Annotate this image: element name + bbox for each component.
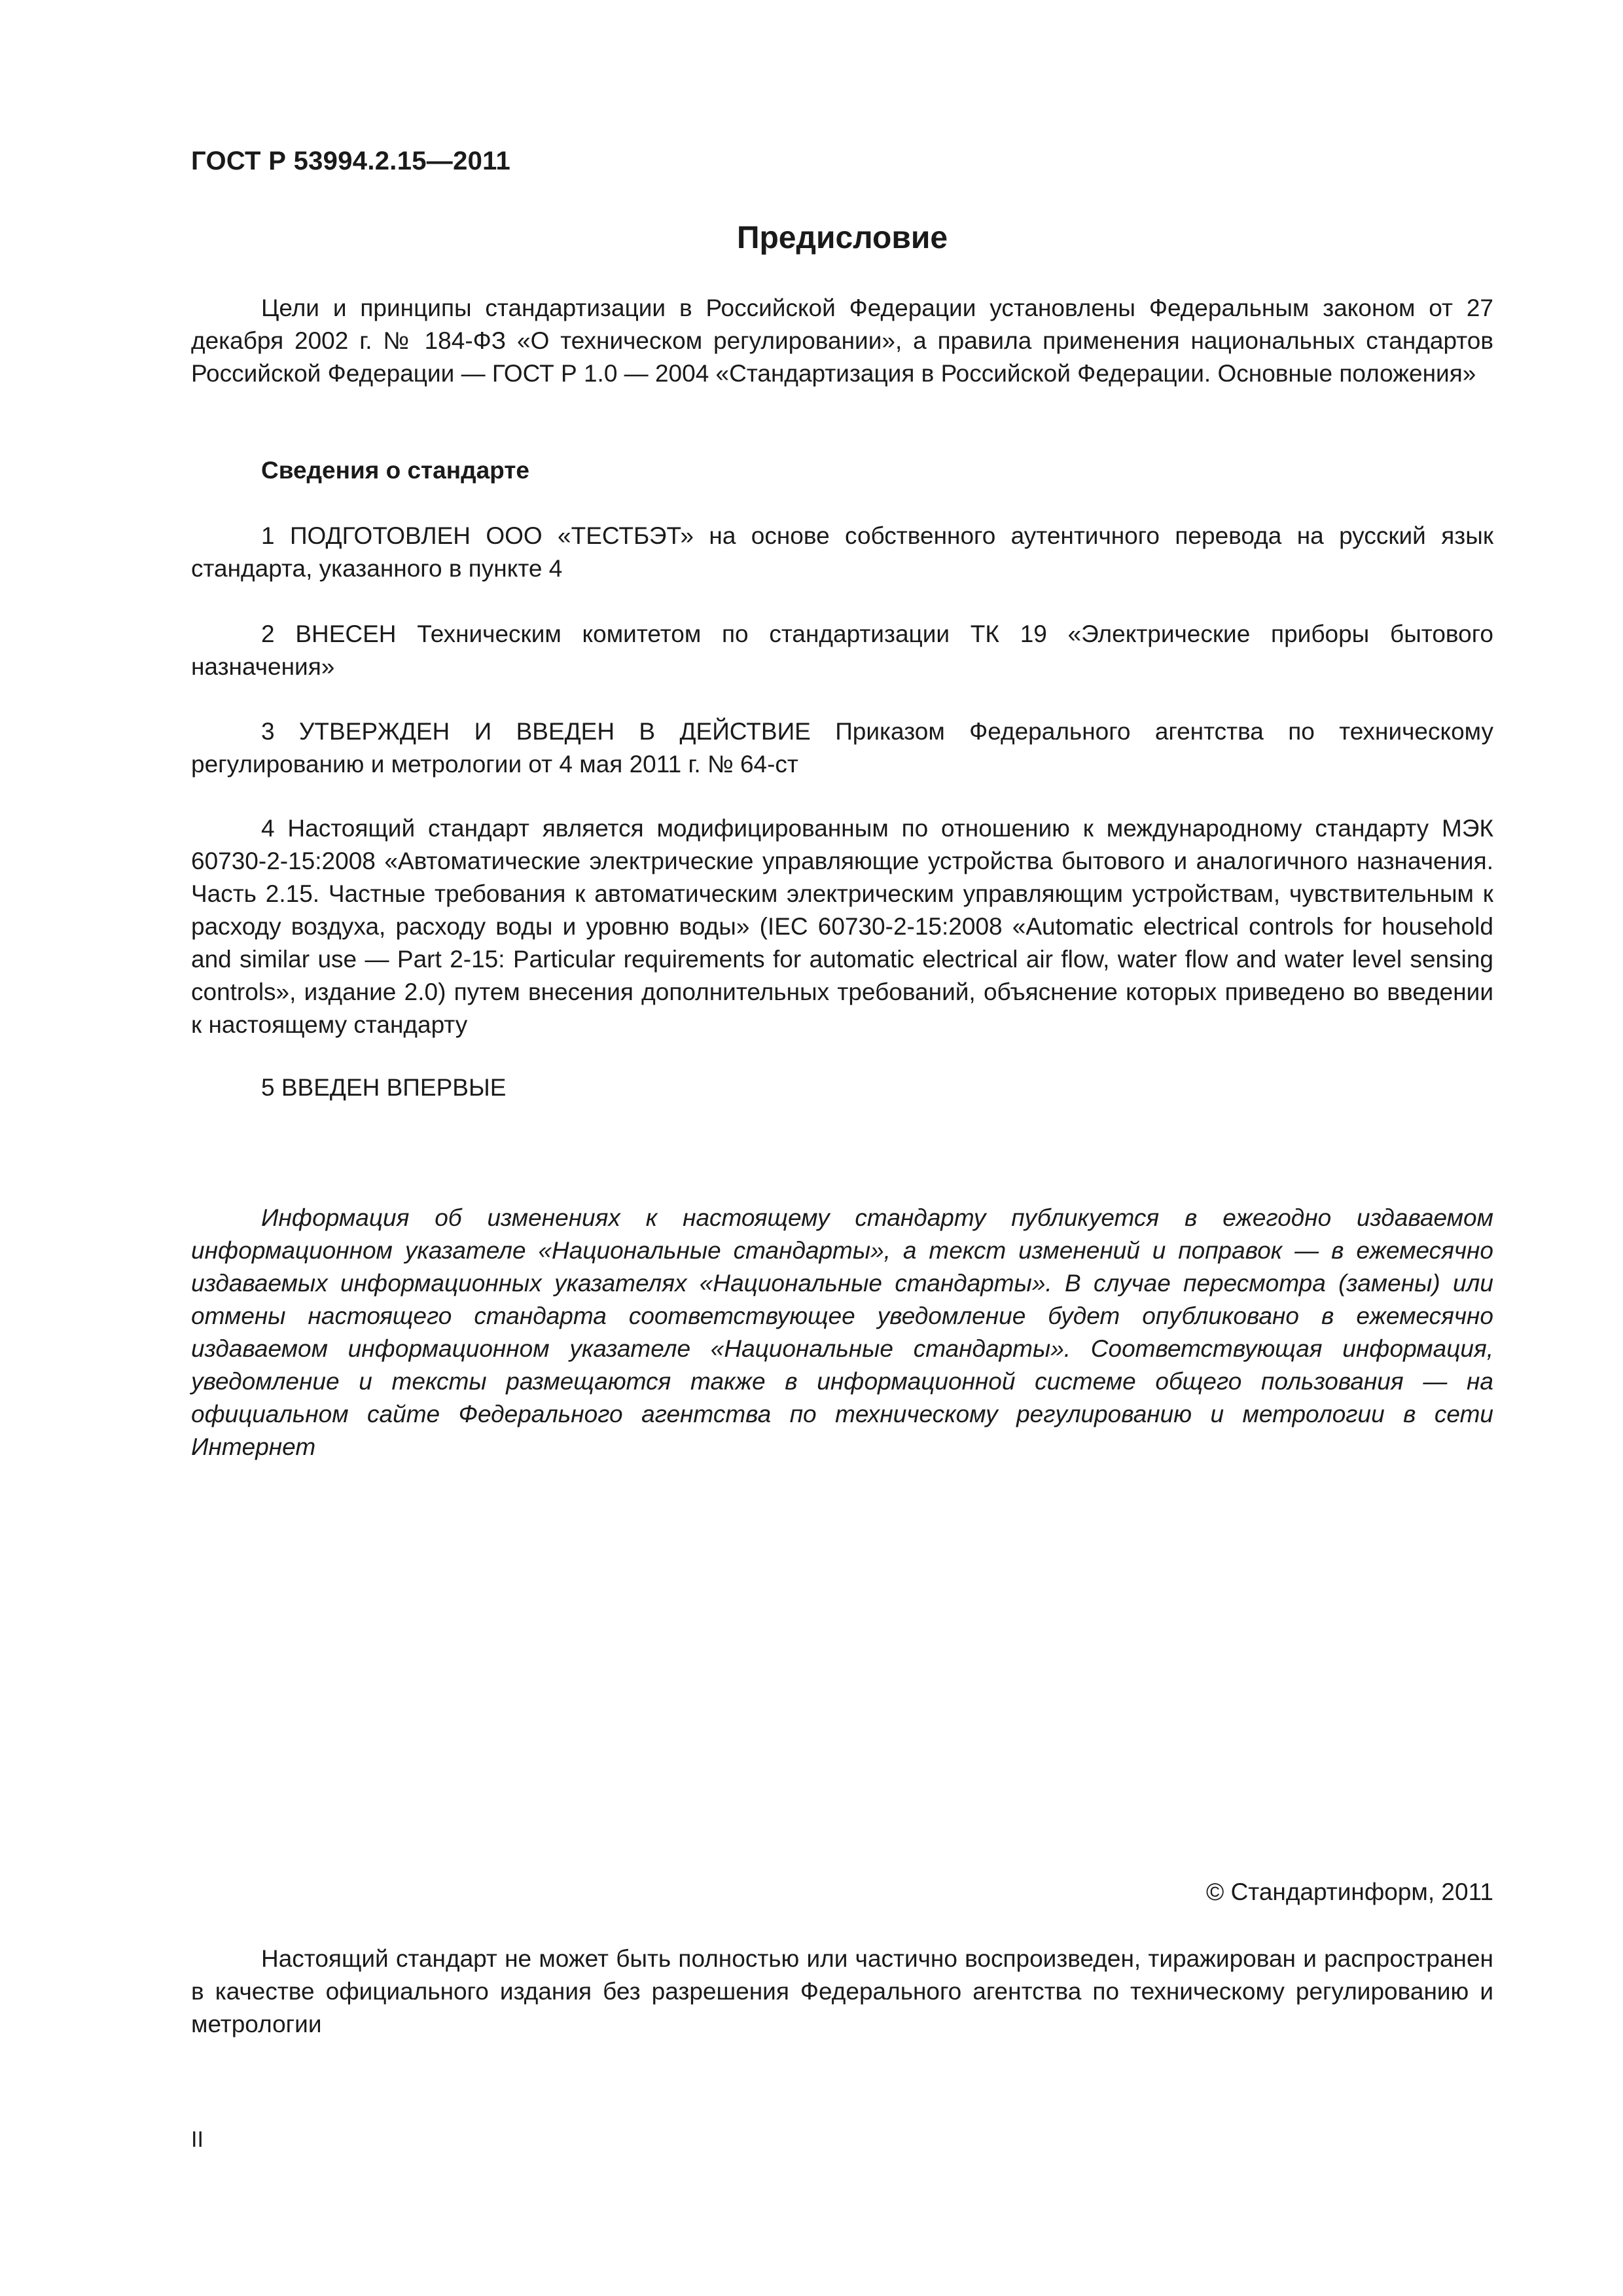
notice-paragraph: Информация об изменениях к настоящему стандарту публикуется в ежегодно издаваемом информационном указателе «Национальные стандарты», а текст изменений и поправок — в ежемесячно издаваемых информационных указателях «Национальные стандарты». В случае пересмотра (замены) или отмены настоящего стандарта соответствующее уведомление будет опубликовано в ежемесячно издаваемом информационном указателе «Национальные стандарты». Соответствующая информация, уведомление и тексты размещаются также в информационной системе общего пользования — на официальном сайте Федерального агентства по техническому регулированию и метрологии в сети Интернет — [191, 1204, 1493, 1460]
reproduction-notice: Настоящий стандарт не может быть полностью или частично воспроизведен, тиражирован и распространен в качестве официального издания без разрешения Федерального агентства по техническому регулированию и метрологии — [191, 1945, 1493, 2037]
intro-paragraph: Цели и принципы стандартизации в Российской Федерации установлены Федеральным законом от 27 декабря 2002 г. № 184-ФЗ «О техническом регулировании», а правила применения национальных стандартов Российской Федерации — ГОСТ Р 1.0 — 2004 «Стандартизация в Российской Федерации. Основные положения» — [191, 295, 1493, 387]
standard-code: ГОСТ Р 53994.2.15—2011 — [191, 147, 511, 175]
item-2: 2 ВНЕСЕН Техническим комитетом по стандартизации ТК 19 «Электрические приборы бытового назначения» — [191, 620, 1493, 680]
item-3: 3 УТВЕРЖДЕН И ВВЕДЕН В ДЕЙСТВИЕ Приказом Федерального агентства по техническому регулированию и метрологии от 4 мая 2011 г. № 64-ст — [191, 718, 1493, 778]
copyright: © Стандартинформ, 2011 — [1206, 1878, 1493, 1905]
page-title: Предисловие — [736, 221, 948, 255]
item-5: 5 ВВЕДЕН ВПЕРВЫЕ — [261, 1074, 507, 1101]
item-4: 4 Настоящий стандарт является модифицированным по отношению к международному стандарту МЭК 60730-2-15:2008 «Автоматические электрические управляющие устройства бытового и аналогичного назначения. Часть 2.15. Частные требования к автоматическим электрическим управляющим устройствам, чувствительным к расходу воздуха, расходу воды и уровню воды» (IEC 60730-2-15:2008 «Automatic electrical controls for household and similar use — Part 2-15: Particular requirements for automatic electrical air flow, water flow and water level sensing controls», издание 2.0) путем внесения дополнительных требований, объяснение которых приведено во введении к настоящему стандарту — [191, 815, 1493, 1038]
item-1: 1 ПОДГОТОВЛЕН ООО «ТЕСТБЭТ» на основе собственного аутентичного перевода на русский язык стандарта, указанного в пункте 4 — [191, 522, 1493, 582]
page-number: II — [191, 2127, 204, 2152]
section-subheading: Сведения о стандарте — [261, 457, 529, 484]
